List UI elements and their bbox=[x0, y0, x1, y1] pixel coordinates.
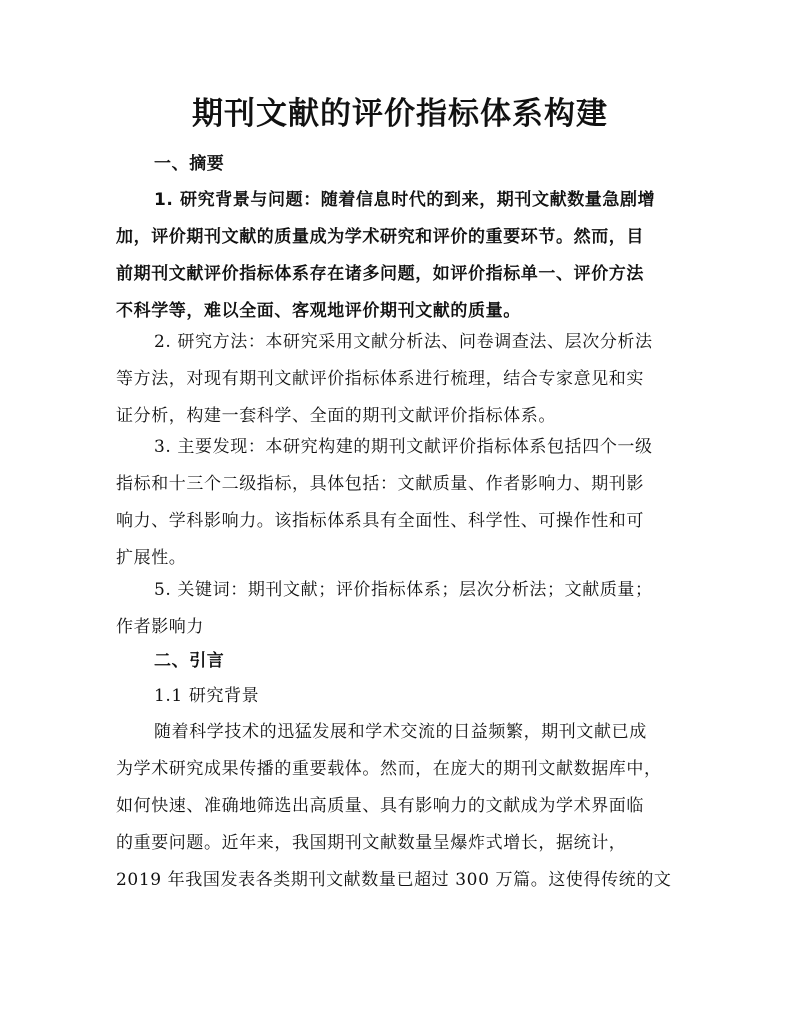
paragraph-research-method bbox=[116, 324, 679, 435]
paragraph-line: 5. 关键词：期刊文献；评价指标体系；层次分析法；文献质量； bbox=[154, 580, 653, 600]
paragraph-line: 随着科学技术的迅猛发展和学术交流的日益频繁，期刊文献已成 bbox=[154, 722, 647, 742]
paragraph-line: 如何快速、准确地筛选出高质量、具有影响力的文献成为学术界面临 bbox=[116, 796, 644, 816]
paragraph-line: 等方法，对现有期刊文献评价指标体系进行梳理，结合专家意见和实 bbox=[116, 369, 644, 389]
paragraph-line: 2019 年我国发表各类期刊文献数量已超过 300 万篇。这使得传统的文 bbox=[116, 870, 672, 890]
document-title: 期刊文献的评价指标体系构建 bbox=[192, 96, 608, 132]
paragraph-line: 不科学等，难以全面、客观地评价期刊文献的质量。 bbox=[116, 301, 521, 321]
paragraph-line: 证分析，构建一套科学、全面的期刊文献评价指标体系。 bbox=[116, 406, 556, 426]
heading-text: 一、摘要 bbox=[154, 154, 225, 174]
paragraph-line: 响力、学科影响力。该指标体系具有全面性、科学性、可操作性和可 bbox=[116, 511, 644, 531]
abstract-heading bbox=[116, 146, 679, 183]
paragraph-line: 2. 研究方法：本研究采用文献分析法、问卷调查法、层次分析法 bbox=[154, 332, 653, 352]
paragraph-background-detail bbox=[116, 714, 679, 899]
paragraph-line: 为学术研究成果传播的重要载体。然而，在庞大的期刊文献数据库中， bbox=[116, 759, 662, 779]
paragraph-line: 指标和十三个二级指标，具体包括：文献质量、作者影响力、期刊影 bbox=[116, 474, 644, 494]
paragraph-line: 作者影响力 bbox=[116, 617, 204, 637]
paragraph-line: 的重要问题。近年来，我国期刊文献数量呈爆炸式增长，据统计， bbox=[116, 833, 627, 853]
paragraph-keywords bbox=[116, 572, 679, 646]
paragraph-line: 加，评价期刊文献的质量成为学术研究和评价的重要环节。然而，目 bbox=[116, 227, 644, 247]
paragraph-line: 1. 研究背景与问题：随着信息时代的到来，期刊文献数量急剧增 bbox=[154, 190, 656, 210]
paragraph-main-findings bbox=[116, 429, 679, 577]
paragraph-line: 前期刊文献评价指标体系存在诸多问题，如评价指标单一、评价方法 bbox=[116, 264, 644, 284]
intro-heading bbox=[116, 643, 679, 680]
heading-text: 二、引言 bbox=[154, 651, 225, 671]
heading-text: 1.1 研究背景 bbox=[154, 686, 260, 706]
paragraph-research-background bbox=[116, 182, 679, 330]
paragraph-line: 扩展性。 bbox=[116, 548, 187, 568]
paragraph-line: 3. 主要发现：本研究构建的期刊文献评价指标体系包括四个一级 bbox=[154, 437, 653, 457]
sub-heading bbox=[116, 678, 679, 715]
